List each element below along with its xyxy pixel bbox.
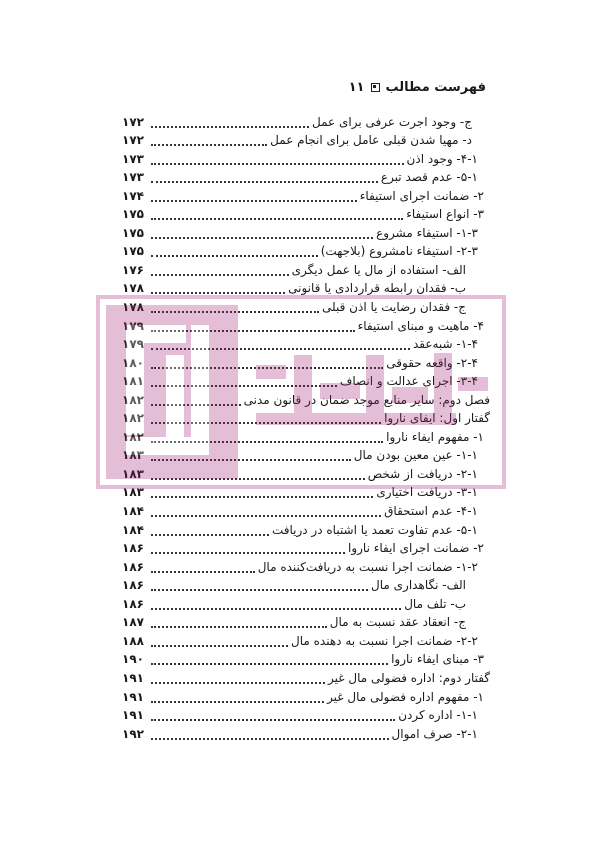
toc-entry — [122, 148, 490, 167]
toc-entry-title: ۵-۱- عدم قصد تبرع — [380, 170, 478, 185]
toc-entry-title: ۱-۱- عین معین بودن مال — [353, 448, 478, 463]
toc-entry-page: ۱۸۶ — [122, 578, 144, 593]
toc-entry-title: ب- فقدان رابطه قراردادی یا قانونی — [288, 281, 466, 296]
toc-entry-page: ۱۷۵ — [122, 225, 144, 240]
dot-leader — [151, 672, 325, 686]
toc-entry-title: فصل دوم: سایر منابع موجد ضمان در قانون مدنی — [243, 392, 490, 407]
square-bullet-icon — [371, 83, 380, 92]
toc-entry-title: ج- فقدان رضایت یا اذن قبلی — [322, 300, 466, 315]
toc-entry-title: د- مهیا شدن قبلی عامل برای انجام عمل — [270, 133, 472, 148]
toc-entry — [122, 130, 490, 149]
dot-leader — [151, 116, 309, 130]
dot-leader — [151, 320, 355, 334]
dot-leader — [151, 264, 289, 278]
toc-entry — [122, 371, 490, 390]
dot-leader — [151, 561, 255, 575]
toc-entry-title: گفتار اول: ایفای ناروا — [384, 411, 490, 426]
header-page-number: ۱۱ — [348, 79, 365, 95]
toc-entry-page: ۱۸۰ — [122, 355, 144, 370]
toc-entry-page: ۱۷۶ — [122, 262, 144, 277]
toc-entry-title: ۲-۳- استیفاء نامشروع (بلاجهت) — [320, 244, 478, 259]
toc-entry — [122, 723, 490, 742]
dot-leader — [151, 505, 381, 519]
dot-leader — [151, 394, 241, 408]
toc-entry-title: ۲-۱- صرف اموال — [391, 726, 478, 741]
toc-entry-page: ۱۸۲ — [122, 392, 144, 407]
dot-leader — [151, 190, 357, 204]
toc-entry — [122, 278, 490, 297]
toc-entry-page: ۱۸۳ — [122, 448, 144, 463]
toc-entry — [122, 463, 490, 482]
toc-entry-page: ۱۸۲ — [122, 429, 144, 444]
toc-entry-page: ۱۷۳ — [122, 151, 144, 166]
toc-entry-title: ج- وجود اجرت عرفی برای عمل — [312, 114, 472, 129]
toc-entry — [122, 519, 490, 538]
dot-leader — [151, 653, 388, 667]
dot-leader — [151, 301, 319, 315]
toc-entry-title: ۳- انواع استیفاء — [406, 207, 484, 222]
dot-leader — [151, 635, 288, 649]
toc-entry-title: الف- استفاده از مال یا عمل دیگری — [291, 262, 466, 277]
toc-entry-title: ۱- مفهوم اداره فضولی مال غیر — [327, 689, 484, 704]
toc-entry — [122, 426, 490, 445]
toc-entry — [122, 575, 490, 594]
table-of-contents — [122, 111, 490, 742]
toc-entry-page: ۱۸۶ — [122, 596, 144, 611]
toc-entry-title: ۴-۱- عدم استحقاق — [384, 504, 478, 519]
toc-entry-page: ۱۷۲ — [122, 114, 144, 129]
toc-entry-title: ۱-۱- اداره کردن — [398, 708, 478, 723]
dot-leader — [151, 468, 365, 482]
toc-entry — [122, 612, 490, 631]
dot-leader — [151, 171, 378, 185]
toc-entry-title: ۲-۱- دریافت از شخص — [367, 466, 478, 481]
toc-entry — [122, 352, 490, 371]
toc-entry — [122, 334, 490, 353]
toc-entry-page: ۱۷۲ — [122, 133, 144, 148]
toc-entry-page: ۱۸۶ — [122, 541, 144, 556]
toc-entry-title: گفتار دوم: اداره فضولی مال غیر — [328, 670, 490, 685]
toc-entry-title: ۱-۲- ضمانت اجرا نسبت به دریافت‌کننده مال — [257, 559, 478, 574]
toc-entry — [122, 630, 490, 649]
toc-entry-title: ۲- ضمانت اجرای ایفاء ناروا — [347, 541, 484, 556]
toc-entry-page: ۱۸۴ — [122, 522, 144, 537]
toc-entry-page: ۱۸۸ — [122, 633, 144, 648]
toc-entry — [122, 686, 490, 705]
toc-entry-title: ۲- ضمانت اجرای استیفاء — [359, 188, 484, 203]
toc-entry — [122, 111, 490, 130]
toc-entry-page: ۱۸۱ — [122, 374, 144, 389]
toc-entry-page: ۱۷۵ — [122, 207, 144, 222]
toc-entry-page: ۱۸۶ — [122, 559, 144, 574]
dot-leader — [151, 412, 381, 426]
toc-entry — [122, 556, 490, 575]
dot-leader — [151, 245, 318, 259]
toc-entry — [122, 259, 490, 278]
toc-entry-page: ۱۸۴ — [122, 504, 144, 519]
dot-leader — [151, 524, 269, 538]
dot-leader — [151, 709, 395, 723]
dot-leader — [151, 153, 404, 167]
dot-leader — [151, 134, 267, 148]
toc-entry-title: ۱-۳- استیفاء مشروع — [376, 225, 478, 240]
toc-entry-page: ۱۸۳ — [122, 485, 144, 500]
toc-entry-page: ۱۷۳ — [122, 170, 144, 185]
toc-entry — [122, 500, 490, 519]
dot-leader — [151, 728, 389, 742]
toc-entry-title: ۲-۲- ضمانت اجرا نسبت به دهنده مال — [291, 633, 478, 648]
toc-entry — [122, 167, 490, 186]
toc-entry — [122, 482, 490, 501]
toc-entry-page: ۱۸۷ — [122, 615, 144, 630]
toc-entry — [122, 389, 490, 408]
toc-entry-page: ۱۹۰ — [122, 652, 144, 667]
dot-leader — [151, 691, 324, 705]
dot-leader — [151, 449, 351, 463]
dot-leader — [151, 282, 285, 296]
dot-leader — [151, 486, 373, 500]
toc-entry-page: ۱۹۱ — [122, 708, 144, 723]
toc-entry-page: ۱۷۸ — [122, 281, 144, 296]
toc-entry — [122, 593, 490, 612]
toc-entry-page: ۱۹۱ — [122, 670, 144, 685]
toc-entry — [122, 667, 490, 686]
toc-entry-title: الف- نگاهداری مال — [371, 578, 466, 593]
header-title: فهرست مطالب — [385, 79, 486, 95]
toc-entry-title: ۲-۴- واقعه حقوقی — [386, 355, 478, 370]
toc-entry-page: ۱۸۲ — [122, 411, 144, 426]
toc-entry-title: ۳-۱- دریافت اختیاری — [376, 485, 478, 500]
toc-entry — [122, 538, 490, 557]
toc-entry-page: ۱۹۲ — [122, 726, 144, 741]
running-header — [349, 78, 486, 96]
toc-entry-title: ۴- ماهیت و مبنای استیفاء — [357, 318, 484, 333]
toc-entry-page: ۱۷۹ — [122, 318, 144, 333]
toc-entry — [122, 185, 490, 204]
toc-entry-title: ۱- مفهوم ایفاء ناروا — [386, 429, 484, 444]
toc-entry — [122, 445, 490, 464]
dot-leader — [151, 357, 383, 371]
toc-entry — [122, 241, 490, 260]
dot-leader — [151, 338, 410, 352]
toc-entry-page: ۱۷۸ — [122, 300, 144, 315]
toc-entry-page: ۱۷۴ — [122, 188, 144, 203]
dot-leader — [151, 616, 327, 630]
toc-entry-title: ۳- مبنای ایفاء ناروا — [391, 652, 484, 667]
toc-entry-title: ۵-۱- عدم تفاوت تعمد یا اشتباه در دریافت — [271, 522, 478, 537]
toc-entry-title: ۴-۱- وجود اذن — [406, 151, 478, 166]
toc-entry — [122, 296, 490, 315]
dot-leader — [151, 542, 345, 556]
toc-entry-title: ۳-۴- اجرای عدالت و انصاف — [339, 374, 478, 389]
toc-entry-page: ۱۹۱ — [122, 689, 144, 704]
toc-entry — [122, 222, 490, 241]
toc-entry-page: ۱۸۳ — [122, 466, 144, 481]
dot-leader — [151, 227, 373, 241]
toc-entry — [122, 408, 490, 427]
toc-entry-title: ۱-۴- شبه‌عقد — [412, 337, 478, 352]
toc-entry — [122, 649, 490, 668]
dot-leader — [151, 431, 383, 445]
toc-entry — [122, 315, 490, 334]
toc-entry — [122, 705, 490, 724]
dot-leader — [151, 579, 368, 593]
toc-entry-page: ۱۷۹ — [122, 337, 144, 352]
dot-leader — [151, 375, 337, 389]
dot-leader — [151, 598, 401, 612]
dot-leader — [151, 208, 403, 222]
toc-entry-title: ب- تلف مال — [404, 596, 466, 611]
toc-entry-page: ۱۷۵ — [122, 244, 144, 259]
toc-entry-title: ج- انعقاد عقد نسبت به مال — [329, 615, 466, 630]
toc-entry — [122, 204, 490, 223]
